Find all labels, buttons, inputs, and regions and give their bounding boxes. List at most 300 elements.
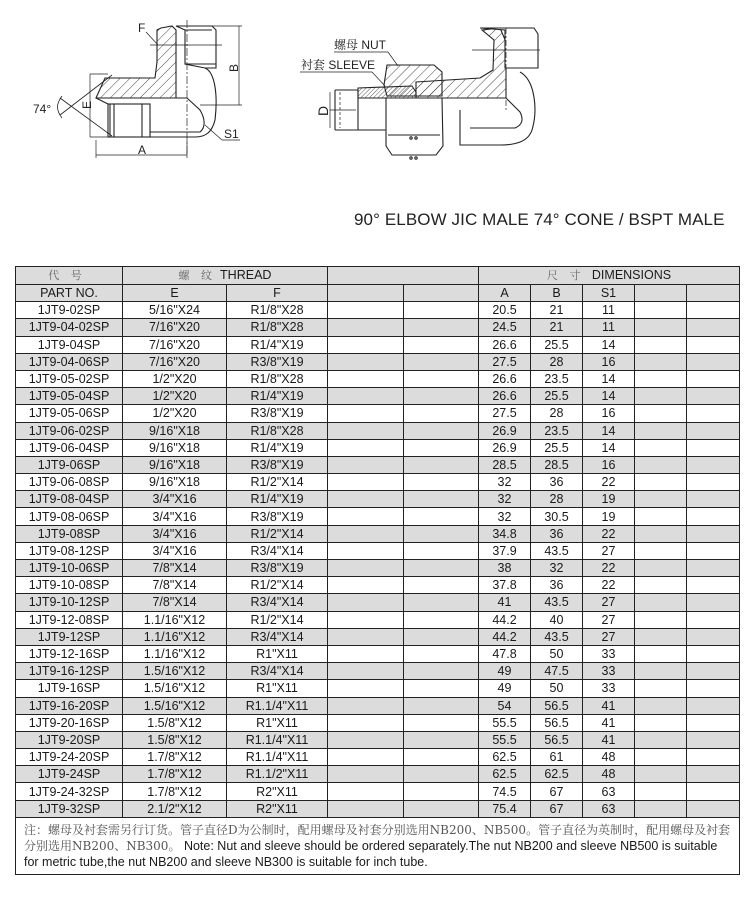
cell-s1: 14 (583, 370, 635, 387)
table-row (16, 783, 740, 800)
cell-blank (635, 560, 687, 577)
cell-blank (687, 800, 740, 817)
cell-blank (328, 302, 404, 319)
cell-f: R1/2"X14 (227, 577, 328, 594)
cell-blank (328, 508, 404, 525)
cell-blank (687, 422, 740, 439)
cell-f: R1/8"X28 (227, 319, 328, 336)
cell-a: 44.2 (479, 628, 531, 645)
cell-f: R1"X11 (227, 680, 328, 697)
cell-a: 75.4 (479, 800, 531, 817)
cell-a: 62.5 (479, 766, 531, 783)
cell-blank (404, 749, 479, 766)
cell-e: 1.1/16"X12 (123, 628, 227, 645)
cell-blank (328, 611, 404, 628)
cell-blank (635, 714, 687, 731)
cell-a: 44.2 (479, 611, 531, 628)
cell-blank (687, 508, 740, 525)
cell-b: 67 (531, 783, 583, 800)
cell-blank (687, 542, 740, 559)
cell-a: 26.6 (479, 336, 531, 353)
cell-s1: 22 (583, 560, 635, 577)
cell-blank (404, 560, 479, 577)
table-row (16, 491, 740, 508)
cell-s1: 27 (583, 611, 635, 628)
cell-blank (635, 800, 687, 817)
cell-a: 26.6 (479, 388, 531, 405)
cell-part: 1JT9-12-16SP (16, 645, 123, 662)
cell-blank (687, 319, 740, 336)
cell-e: 1.7/8"X12 (123, 783, 227, 800)
cell-blank (635, 456, 687, 473)
cell-blank (635, 542, 687, 559)
cell-a: 62.5 (479, 749, 531, 766)
cell-blank (635, 405, 687, 422)
cell-s1: 11 (583, 302, 635, 319)
cell-f: R1/2"X14 (227, 611, 328, 628)
cell-s1: 11 (583, 319, 635, 336)
cell-blank (687, 645, 740, 662)
cell-part: 1JT9-10-12SP (16, 594, 123, 611)
cell-a: 26.6 (479, 370, 531, 387)
label-S1: S1 (224, 127, 239, 141)
cell-a: 55.5 (479, 731, 531, 748)
table-row (16, 405, 740, 422)
cell-b: 56.5 (531, 731, 583, 748)
cell-blank (404, 783, 479, 800)
cell-blank (328, 456, 404, 473)
header-blank-cell (328, 285, 404, 302)
cell-part: 1JT9-16-12SP (16, 663, 123, 680)
cell-f: R1/4"X19 (227, 491, 328, 508)
cell-blank (328, 370, 404, 387)
cell-a: 27.5 (479, 353, 531, 370)
table-row (16, 645, 740, 662)
table-row (16, 611, 740, 628)
cell-f: R3/8"X19 (227, 560, 328, 577)
cell-blank (328, 731, 404, 748)
note-cn: 注：螺母及衬套需另行订货。管子直径D为公制时，配用螺母及衬套分别选用NB200、NB500。管子直径为英制时，配用螺母及衬套分别选用NB200、NB300。 (24, 822, 731, 853)
cell-f: R1/4"X19 (227, 439, 328, 456)
label-E: E (80, 100, 94, 109)
cell-b: 50 (531, 645, 583, 662)
cell-blank (328, 319, 404, 336)
cell-b: 43.5 (531, 628, 583, 645)
cell-blank (404, 611, 479, 628)
cell-f: R3/8"X19 (227, 456, 328, 473)
cell-e: 5/16"X24 (123, 302, 227, 319)
header-row-2 (16, 285, 740, 302)
cell-a: 41 (479, 594, 531, 611)
cell-a: 26.9 (479, 439, 531, 456)
cell-a: 27.5 (479, 405, 531, 422)
cell-blank (328, 388, 404, 405)
cell-blank (687, 611, 740, 628)
cell-e: 9/16"X18 (123, 474, 227, 491)
cell-blank (404, 680, 479, 697)
cell-blank (328, 749, 404, 766)
cell-b: 56.5 (531, 697, 583, 714)
cell-part: 1JT9-08-06SP (16, 508, 123, 525)
table-row (16, 766, 740, 783)
cell-blank (635, 525, 687, 542)
cell-f: R1.1/4"X11 (227, 749, 328, 766)
cell-blank (404, 577, 479, 594)
cell-b: 28.5 (531, 456, 583, 473)
cell-part: 1JT9-04-06SP (16, 353, 123, 370)
cell-f: R3/4"X14 (227, 628, 328, 645)
cell-blank (635, 645, 687, 662)
cell-blank (328, 353, 404, 370)
page-title: 90° ELBOW JIC MALE 74° CONE / BSPT MALE (354, 210, 725, 229)
header-blank (328, 267, 479, 285)
cell-s1: 16 (583, 456, 635, 473)
cell-f: R2"X11 (227, 783, 328, 800)
cell-a: 37.9 (479, 542, 531, 559)
cell-blank (635, 628, 687, 645)
cell-blank (404, 388, 479, 405)
cell-blank (404, 370, 479, 387)
cell-blank (635, 336, 687, 353)
cell-blank (635, 422, 687, 439)
cell-e: 1.1/16"X12 (123, 645, 227, 662)
cell-part: 1JT9-12SP (16, 628, 123, 645)
cell-e: 7/8"X14 (123, 577, 227, 594)
cell-blank (635, 353, 687, 370)
cell-b: 62.5 (531, 766, 583, 783)
cell-s1: 19 (583, 491, 635, 508)
cell-a: 32 (479, 491, 531, 508)
cell-blank (635, 611, 687, 628)
cell-a: 32 (479, 508, 531, 525)
cell-b: 43.5 (531, 542, 583, 559)
cell-blank (687, 491, 740, 508)
cell-part: 1JT9-06-08SP (16, 474, 123, 491)
cell-blank (404, 714, 479, 731)
note-en: Note: Nut and sleeve should be ordered separately.The nut NB200 and sleeve NB500 is suitable for metric tube,the nut NB200 and sleeve NB300 is suitable for inch tube. (24, 838, 718, 869)
cell-e: 3/4"X16 (123, 508, 227, 525)
cell-blank (687, 353, 740, 370)
cell-f: R3/4"X14 (227, 594, 328, 611)
cell-blank (635, 766, 687, 783)
label-nut: 螺母 NUT (334, 38, 386, 52)
header-col-F: F (227, 285, 328, 302)
cell-f: R1/8"X28 (227, 302, 328, 319)
header-part-no: PART NO. (16, 285, 123, 302)
cell-blank (687, 577, 740, 594)
cell-blank (328, 577, 404, 594)
cell-e: 3/4"X16 (123, 542, 227, 559)
table-row (16, 714, 740, 731)
cell-part: 1JT9-08SP (16, 525, 123, 542)
table-row (16, 388, 740, 405)
cell-blank (635, 370, 687, 387)
cell-s1: 22 (583, 474, 635, 491)
table-row (16, 370, 740, 387)
cell-a: 37.8 (479, 577, 531, 594)
cell-a: 54 (479, 697, 531, 714)
cell-f: R3/8"X19 (227, 405, 328, 422)
cell-blank (687, 560, 740, 577)
label-B: B (227, 63, 241, 72)
table-row (16, 439, 740, 456)
cell-blank (328, 645, 404, 662)
cell-b: 40 (531, 611, 583, 628)
table-row (16, 525, 740, 542)
header-col-E: E (123, 285, 227, 302)
cell-blank (687, 525, 740, 542)
cell-b: 61 (531, 749, 583, 766)
cell-blank (404, 405, 479, 422)
cell-blank (687, 388, 740, 405)
cell-b: 36 (531, 474, 583, 491)
cell-part: 1JT9-08-12SP (16, 542, 123, 559)
cell-a: 32 (479, 474, 531, 491)
cell-e: 1.5/16"X12 (123, 697, 227, 714)
cell-blank (328, 714, 404, 731)
cell-blank (687, 680, 740, 697)
cell-s1: 27 (583, 628, 635, 645)
cell-f: R2"X11 (227, 800, 328, 817)
cell-e: 1/2"X20 (123, 388, 227, 405)
cell-blank (635, 474, 687, 491)
cell-e: 1.5/8"X12 (123, 714, 227, 731)
cell-blank (328, 560, 404, 577)
fitting-drawing (0, 0, 750, 200)
cell-part: 1JT9-05-06SP (16, 405, 123, 422)
cell-f: R1/2"X14 (227, 474, 328, 491)
cell-blank (635, 749, 687, 766)
table-row (16, 663, 740, 680)
cell-blank (328, 405, 404, 422)
header-blank-cell (687, 285, 740, 302)
table-row (16, 560, 740, 577)
cell-e: 9/16"X18 (123, 422, 227, 439)
cell-blank (635, 388, 687, 405)
cell-blank (404, 474, 479, 491)
cell-blank (687, 628, 740, 645)
cell-e: 7/16"X20 (123, 319, 227, 336)
cell-blank (404, 336, 479, 353)
cell-part: 1JT9-24SP (16, 766, 123, 783)
label-F: F (138, 21, 146, 35)
cell-blank (404, 491, 479, 508)
cell-a: 38 (479, 560, 531, 577)
cell-blank (687, 714, 740, 731)
cell-blank (404, 302, 479, 319)
note (16, 817, 740, 874)
cell-blank (328, 663, 404, 680)
cell-part: 1JT9-16SP (16, 680, 123, 697)
table-row (16, 508, 740, 525)
cell-e: 7/16"X20 (123, 353, 227, 370)
cell-b: 47.5 (531, 663, 583, 680)
cell-e: 1/2"X20 (123, 405, 227, 422)
table-row (16, 577, 740, 594)
cell-part: 1JT9-12-08SP (16, 611, 123, 628)
label-74deg: 74° (33, 102, 52, 116)
cell-e: 1.1/16"X12 (123, 611, 227, 628)
cell-b: 30.5 (531, 508, 583, 525)
cell-b: 28 (531, 405, 583, 422)
cell-blank (404, 766, 479, 783)
cell-blank (328, 800, 404, 817)
cell-blank (404, 508, 479, 525)
cell-s1: 41 (583, 714, 635, 731)
cell-s1: 27 (583, 542, 635, 559)
cell-blank (328, 680, 404, 697)
cell-e: 7/8"X14 (123, 560, 227, 577)
cell-blank (404, 319, 479, 336)
cell-e: 3/4"X16 (123, 525, 227, 542)
table-row (16, 302, 740, 319)
cell-s1: 33 (583, 645, 635, 662)
cell-s1: 14 (583, 336, 635, 353)
cell-part: 1JT9-04-02SP (16, 319, 123, 336)
cell-f: R3/8"X19 (227, 353, 328, 370)
cell-blank (635, 731, 687, 748)
cell-blank (687, 474, 740, 491)
cell-blank (635, 577, 687, 594)
table-row (16, 474, 740, 491)
cell-part: 1JT9-06-02SP (16, 422, 123, 439)
table-row (16, 628, 740, 645)
cell-blank (687, 439, 740, 456)
cell-s1: 14 (583, 388, 635, 405)
label-D: D (315, 105, 331, 116)
cell-b: 28 (531, 491, 583, 508)
cell-s1: 63 (583, 800, 635, 817)
cell-blank (328, 594, 404, 611)
cell-f: R3/4"X14 (227, 542, 328, 559)
header-col-B: B (531, 285, 583, 302)
cell-e: 3/4"X16 (123, 491, 227, 508)
table-row (16, 731, 740, 748)
cell-b: 25.5 (531, 336, 583, 353)
table-row (16, 336, 740, 353)
header-blank-cell (404, 285, 479, 302)
cell-f: R1.1/4"X11 (227, 697, 328, 714)
cell-blank (328, 491, 404, 508)
cell-b: 36 (531, 577, 583, 594)
cell-b: 50 (531, 680, 583, 697)
cell-blank (328, 422, 404, 439)
cell-blank (635, 491, 687, 508)
cell-part: 1JT9-06SP (16, 456, 123, 473)
cell-e: 1.7/8"X12 (123, 749, 227, 766)
cell-blank (687, 783, 740, 800)
table-row (16, 353, 740, 370)
cell-blank (404, 439, 479, 456)
cell-blank (328, 525, 404, 542)
cell-f: R1.1/4"X11 (227, 731, 328, 748)
cell-f: R1/4"X19 (227, 336, 328, 353)
cell-s1: 48 (583, 766, 635, 783)
cell-s1: 16 (583, 353, 635, 370)
cell-blank (328, 628, 404, 645)
cell-blank (328, 474, 404, 491)
cell-blank (687, 336, 740, 353)
cell-e: 2.1/2"X12 (123, 800, 227, 817)
cell-b: 56.5 (531, 714, 583, 731)
table-row (16, 680, 740, 697)
cell-blank (404, 594, 479, 611)
cell-f: R3/4"X14 (227, 663, 328, 680)
cell-e: 9/16"X18 (123, 456, 227, 473)
cell-f: R1/8"X28 (227, 370, 328, 387)
cell-part: 1JT9-20SP (16, 731, 123, 748)
cell-b: 32 (531, 560, 583, 577)
cell-part: 1JT9-10-06SP (16, 560, 123, 577)
cell-blank (635, 594, 687, 611)
cell-blank (404, 731, 479, 748)
spec-table (15, 266, 740, 875)
cell-part: 1JT9-05-02SP (16, 370, 123, 387)
table-row (16, 319, 740, 336)
cell-blank (404, 525, 479, 542)
cell-part: 1JT9-24-20SP (16, 749, 123, 766)
cell-blank (635, 319, 687, 336)
cell-s1: 22 (583, 577, 635, 594)
cell-blank (404, 663, 479, 680)
cell-blank (687, 370, 740, 387)
header-col-A: A (479, 285, 531, 302)
cell-part: 1JT9-08-04SP (16, 491, 123, 508)
cell-part: 1JT9-10-08SP (16, 577, 123, 594)
label-A: A (138, 143, 147, 157)
cell-s1: 22 (583, 525, 635, 542)
cell-part: 1JT9-32SP (16, 800, 123, 817)
cell-e: 9/16"X18 (123, 439, 227, 456)
cell-a: 49 (479, 663, 531, 680)
cell-a: 24.5 (479, 319, 531, 336)
cell-blank (687, 749, 740, 766)
cell-e: 1.7/8"X12 (123, 766, 227, 783)
cell-a: 55.5 (479, 714, 531, 731)
table-row (16, 456, 740, 473)
table-row (16, 594, 740, 611)
cell-blank (328, 439, 404, 456)
cell-b: 25.5 (531, 388, 583, 405)
cell-e: 1.5/8"X12 (123, 731, 227, 748)
cell-a: 47.8 (479, 645, 531, 662)
header-part-cn: 代 号 (16, 267, 123, 285)
cell-s1: 14 (583, 439, 635, 456)
cell-s1: 41 (583, 697, 635, 714)
header-dimensions: 尺 寸 DIMENSIONS (479, 267, 740, 285)
cell-f: R1/4"X19 (227, 388, 328, 405)
cell-blank (687, 766, 740, 783)
cell-blank (687, 456, 740, 473)
header-col-S1: S1 (583, 285, 635, 302)
cell-b: 21 (531, 319, 583, 336)
cell-blank (328, 336, 404, 353)
cell-f: R1"X11 (227, 645, 328, 662)
cell-blank (328, 783, 404, 800)
table-row (16, 697, 740, 714)
table-row (16, 422, 740, 439)
cell-b: 67 (531, 800, 583, 817)
cell-b: 36 (531, 525, 583, 542)
cell-s1: 27 (583, 594, 635, 611)
cell-f: R3/8"X19 (227, 508, 328, 525)
cell-e: 1.5/16"X12 (123, 663, 227, 680)
cell-b: 23.5 (531, 370, 583, 387)
cell-b: 23.5 (531, 422, 583, 439)
cell-a: 28.5 (479, 456, 531, 473)
cell-blank (687, 731, 740, 748)
cell-blank (328, 766, 404, 783)
